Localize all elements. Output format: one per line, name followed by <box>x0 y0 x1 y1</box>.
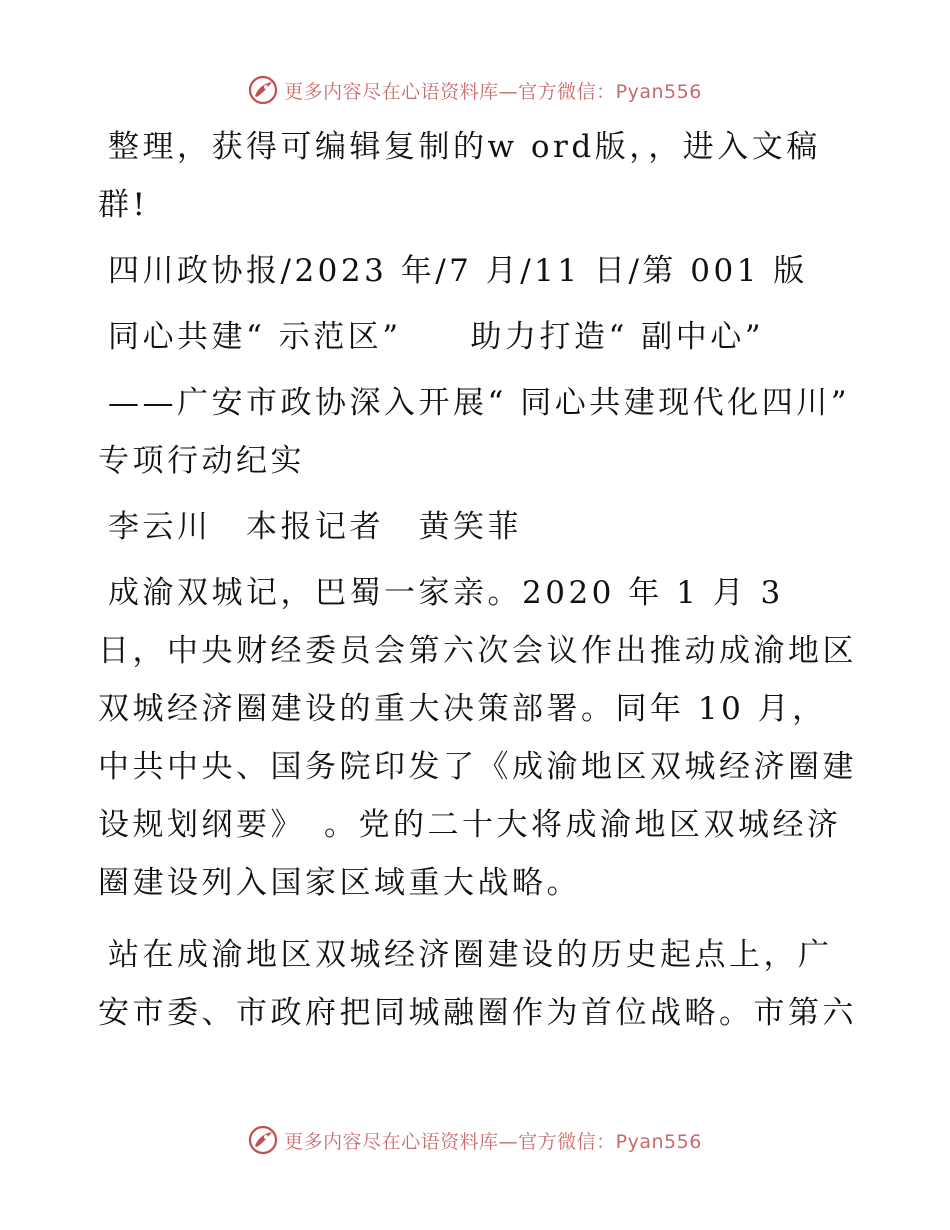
source-line: 四川政协报/2023 年/7 月/11 日/第 001 版 <box>108 253 808 289</box>
body-paragraph-2: 站在成渝地区双城经济圈建设的历史起点上，广安市委、市政府把同城融圈作为首位战略。市第六 <box>98 937 857 1031</box>
document-body <box>98 118 885 1056</box>
ink-pen-logo-icon <box>248 1125 278 1155</box>
watermark-text: 更多内容尽在心语资料库—官方微信：Pyan556 <box>284 1130 702 1153</box>
watermark-banner-top <box>0 70 950 110</box>
body-paragraph-1: 成渝双城记，巴蜀一家亲。2020 年 1 月 3 日，中央财经委员会第六次会议作出推动成渝地区双城经济圈建设的重大决策部署。同年 10 月，中共中央、国务院印发了《成渝地区双城经济圈建设规划纲要》 。党的二十大将成渝地区双城经济圈建设列入国家区域重大战略。 <box>98 575 857 901</box>
intro-text: 整理，获得可编辑复制的w ord版，，进入文稿群! <box>98 129 821 223</box>
headline: 同心共建“ 示范区” 助力打造“ 副中心” <box>108 319 765 355</box>
byline: 李云川 本报记者 黄笑菲 <box>108 509 522 545</box>
watermark-banner-bottom <box>0 1120 950 1160</box>
ink-pen-logo-icon <box>248 75 278 105</box>
subheadline: ——广安市政协深入开展“ 同心共建现代化四川” 专项行动纪实 <box>98 385 885 479</box>
watermark-text: 更多内容尽在心语资料库—官方微信：Pyan556 <box>284 80 702 103</box>
